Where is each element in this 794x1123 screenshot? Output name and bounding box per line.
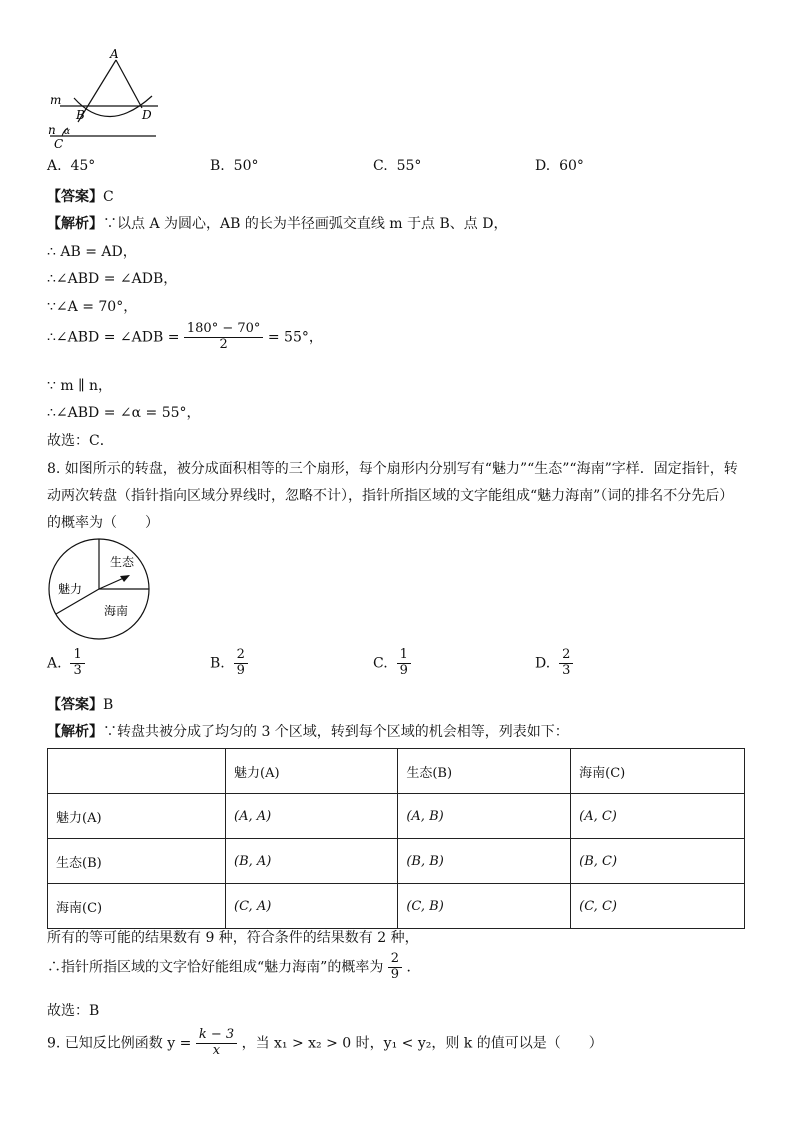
q7-analysis-line-3: ∴∠ABD = ∠ADB， [47, 271, 178, 287]
q9-stem: 9. 已知反比例函数 y = $\frac{k - 3}{x}$ ，当 x₁ > x₂ > 0 时，y₁ < y₂，则 k 的值可以是（ ） [47, 1027, 603, 1058]
triangle-figure [40, 44, 170, 150]
label-n: n [48, 123, 56, 137]
sector-label-1: 生态 [110, 555, 135, 569]
q7-analysis-line-1: 【解析】∵以点 A 为圆心，AB 的长为半径画弧交直线 m 于点 B、点 D， [47, 216, 508, 232]
q7-choice: 故选：C． [47, 433, 114, 449]
q7-option-d[interactable]: D. 60° [535, 158, 584, 174]
table-header-row [48, 749, 745, 794]
q8-choice: 故选：B [47, 1003, 100, 1019]
q7-answer: 【答案】C [47, 189, 114, 205]
table-row-header: 魅力(A) [48, 794, 226, 839]
table-cell: (C, B) [398, 884, 571, 929]
table-cell: (C, C) [571, 884, 745, 929]
q7-analysis-line-5: ∵ m ∥ n， [47, 378, 113, 394]
q7-option-b[interactable]: B. 50° [210, 158, 259, 174]
outcome-table [47, 748, 745, 929]
q8-option-c[interactable]: C. $\frac{1}{9}$ [373, 648, 411, 679]
table-cell: (A, A) [226, 794, 398, 839]
table-cell: (B, B) [398, 839, 571, 884]
label-B: B [76, 108, 85, 122]
q7-option-c[interactable]: C. 55° [373, 158, 422, 174]
q7-analysis-line-4: ∵∠A = 70°， [47, 299, 138, 315]
table-cell: (B, A) [226, 839, 398, 884]
q8-stem-line-1: 8. 如图所示的转盘，被分成面积相等的三个扇形，每个扇形内分别写有“魅力”“生态”“海南”字样．固定指针，转 [47, 461, 738, 477]
table-cell: (B, C) [571, 839, 745, 884]
table-header-cell: 海南(C) [571, 749, 745, 794]
q8-analysis-intro: 【解析】∵转盘共被分成了均匀的 3 个区域，转到每个区域的机会相等，列表如下： [47, 724, 569, 740]
q7-analysis-line-2: ∴ AB = AD， [47, 244, 137, 260]
q8-option-a[interactable]: A. $\frac{1}{3}$ [47, 648, 85, 679]
label-C: C [54, 137, 64, 150]
q8-result-line: 所有的等可能的结果数有 9 种，符合条件的结果数有 2 种， [47, 930, 419, 946]
q8-option-b[interactable]: B. $\frac{2}{9}$ [210, 648, 248, 679]
q8-option-d[interactable]: D. $\frac{2}{3}$ [535, 648, 573, 679]
q8-stem-line-3: 的概率为（ ） [47, 515, 159, 531]
label-A: A [110, 47, 119, 61]
table-row [48, 794, 745, 839]
sector-label-3: 海南 [104, 604, 129, 618]
spinner-figure [46, 536, 152, 642]
table-row-header: 海南(C) [48, 884, 226, 929]
sector-label-2: 魅力 [58, 582, 83, 596]
table-row-header: 生态(B) [48, 839, 226, 884]
table-header-cell: 魅力(A) [226, 749, 398, 794]
q8-stem-line-2: 动两次转盘（指针指向区域分界线时，忽略不计），指针所指区域的文字能组成“魅力海南”（词的排名不分先后） [47, 488, 734, 504]
label-m: m [50, 93, 62, 107]
table-header-cell [48, 749, 226, 794]
q7-option-a[interactable]: A. 45° [47, 158, 96, 174]
label-alpha: α [64, 127, 71, 137]
q7-equation: ∴∠ABD = ∠ADB = $\frac{180^\circ - 70^\circ}{2}$ = 55°， [47, 321, 323, 352]
table-cell: (A, B) [398, 794, 571, 839]
q8-answer: 【答案】B [47, 697, 114, 713]
table-row [48, 884, 745, 929]
label-D: D [142, 108, 152, 122]
q8-probability-line: ∴指针所指区域的文字恰好能组成“魅力海南”的概率为 $\frac{2}{9}$ ． [47, 951, 421, 982]
q7-analysis-line-6: ∴∠ABD = ∠α = 55°， [47, 405, 201, 421]
table-header-cell: 生态(B) [398, 749, 571, 794]
table-cell: (C, A) [226, 884, 398, 929]
table-row [48, 839, 745, 884]
table-cell: (A, C) [571, 794, 745, 839]
